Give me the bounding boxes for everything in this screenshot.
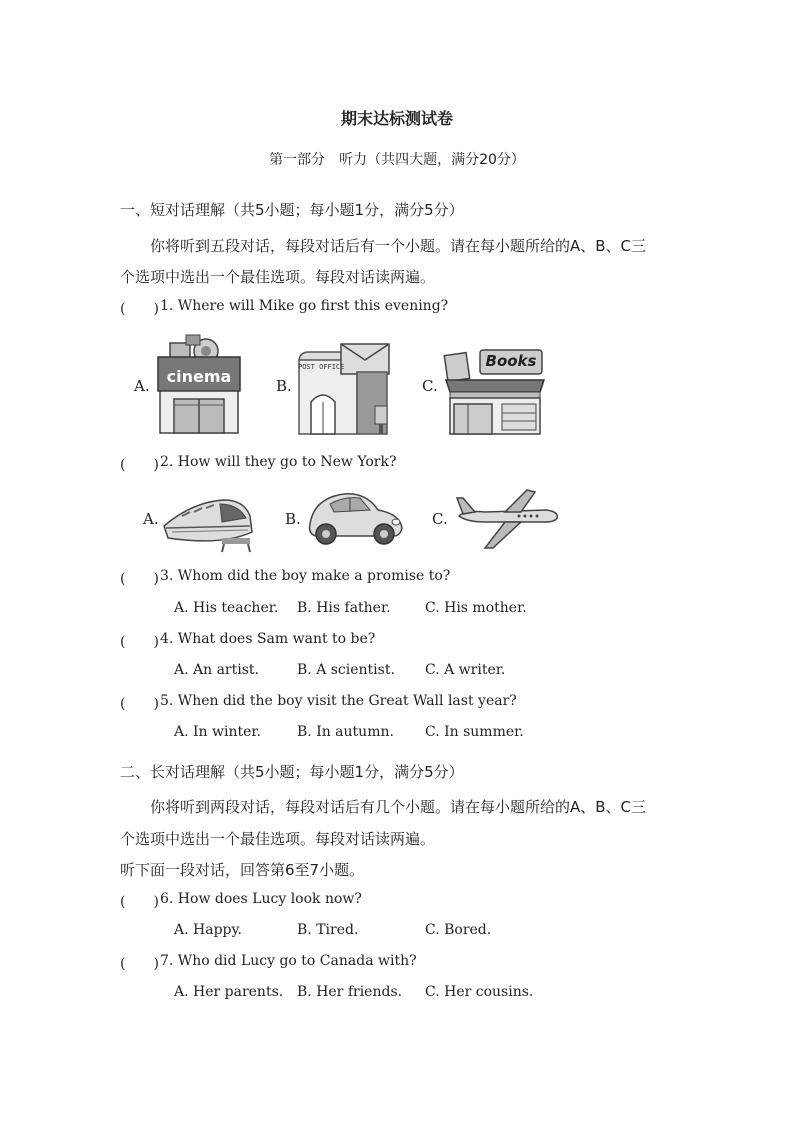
section2-instruction-line2: 个选项中选出一个最佳选项。每段对话读两遍。 bbox=[120, 830, 436, 848]
section1-heading: 一、短对话理解（共5小题；每小题1分，满分5分） bbox=[120, 201, 464, 219]
option-b: B. Her friends. bbox=[297, 984, 403, 1000]
page-title: 期末达标测试卷 bbox=[340, 109, 453, 128]
option-a: A. His teacher. bbox=[174, 600, 279, 616]
question-bracket: ( ) bbox=[120, 634, 159, 650]
option-a: A. Happy. bbox=[174, 922, 242, 938]
option-c: C. In summer. bbox=[425, 724, 524, 740]
q2-option-b-label: B. bbox=[285, 510, 301, 528]
question-bracket: ( ) bbox=[120, 457, 159, 473]
section2-instruction-line1: 你将听到两段对话，每段对话后有几个小题。请在每小题所给的A、B、C三 bbox=[150, 798, 647, 816]
option-c: C. His mother. bbox=[425, 600, 527, 616]
post-office-sign: POST OFFICE bbox=[298, 363, 345, 371]
question-text-5: 5. When did the boy visit the Great Wall last year? bbox=[160, 693, 517, 709]
option-a: A. In winter. bbox=[174, 724, 262, 740]
q1-option-b-label: B. bbox=[276, 377, 292, 395]
car-icon bbox=[304, 488, 406, 550]
option-b: B. Tired. bbox=[297, 922, 359, 938]
question-bracket: ( ) bbox=[120, 571, 159, 587]
question-text-1: 1. Where will Mike go first this evening? bbox=[160, 298, 449, 314]
question-bracket: ( ) bbox=[120, 956, 159, 972]
option-b: B. A scientist. bbox=[297, 662, 395, 678]
option-c: C. A writer. bbox=[425, 662, 506, 678]
question-text-6: 6. How does Lucy look now? bbox=[160, 891, 362, 907]
airplane-icon bbox=[455, 488, 561, 550]
section1-instruction-line1: 你将听到五段对话，每段对话后有一个小题。请在每小题所给的A、B、C三 bbox=[150, 237, 647, 255]
question-bracket: ( ) bbox=[120, 696, 159, 712]
option-c: C. Her cousins. bbox=[425, 984, 534, 1000]
option-c: C. Bored. bbox=[425, 922, 492, 938]
option-a: A. An artist. bbox=[174, 662, 259, 678]
question-text-7: 7. Who did Lucy go to Canada with? bbox=[160, 953, 417, 969]
option-b: B. His father. bbox=[297, 600, 391, 616]
section2-heading: 二、长对话理解（共5小题；每小题1分，满分5分） bbox=[120, 763, 464, 781]
question-text-3: 3. Whom did the boy make a promise to? bbox=[160, 568, 451, 584]
bookstore-sign: Books bbox=[485, 352, 537, 370]
option-a: A. Her parents. bbox=[174, 984, 284, 1000]
question-bracket: ( ) bbox=[120, 894, 159, 910]
cinema-sign: cinema bbox=[166, 367, 232, 386]
section1-instruction-line2: 个选项中选出一个最佳选项。每段对话读两遍。 bbox=[120, 268, 436, 286]
q2-option-a-label: A. bbox=[143, 510, 159, 528]
q2-option-c-label: C. bbox=[432, 510, 448, 528]
question-text-2: 2. How will they go to New York? bbox=[160, 454, 397, 470]
option-b: B. In autumn. bbox=[297, 724, 394, 740]
question-text-4: 4. What does Sam want to be? bbox=[160, 631, 376, 647]
page-subtitle: 第一部分 听力（共四大题，满分20分） bbox=[269, 152, 525, 168]
question-bracket: ( ) bbox=[120, 301, 159, 317]
section2-instruction-line3: 听下面一段对话，回答第6至7小题。 bbox=[120, 861, 365, 879]
q1-option-a-label: A. bbox=[134, 377, 150, 395]
q1-option-c-label: C. bbox=[422, 377, 438, 395]
post-office-icon bbox=[297, 342, 393, 436]
train-icon bbox=[162, 492, 254, 554]
